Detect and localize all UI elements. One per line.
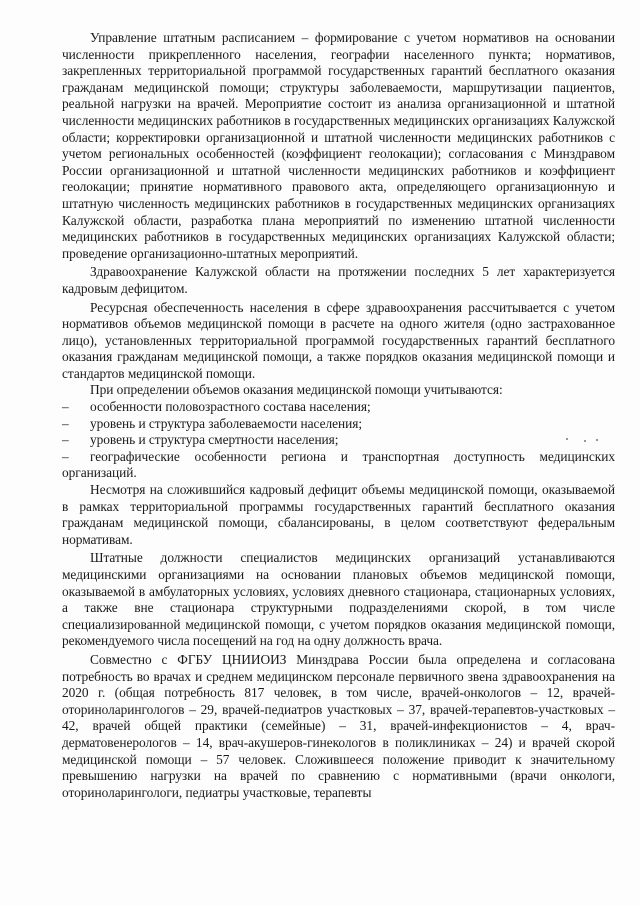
list-item: – уровень и структура смертности населения; bbox=[62, 432, 339, 448]
paragraph-staffing-management: Управление штатным расписанием – формирование с учетом нормативов на основании численности прикрепленного населения, географии населенного пункта; нормативов, закрепленных территориальной программой государственных гарантий бесплатного оказания гражданам медицинской помощи; структуры заболеваемости, маршрутизации пациентов, реальной нагрузки на врачей. Мероприятие состоит из анализа организационной и штатной численности медицинских работников в государственных медицинских организациях Калужской области; корректировки организационной и штатной численности медицинских работников с учетом региональных особенностей (коэффициент геолокации); согласования с Минздравом России организационной и штатной численности медицинских работников и коэффициент геолокации; принятие нормативного правового акта, определяющего организационную и штатную численность медицинских работников в государственных медицинских организациях Калужской области, разработка плана мероприятий по изменению штатной численности медицинских работников в государственных медицинских организациях Калужской области; проведение организационно-штатных мероприятий. bbox=[62, 30, 615, 261]
list-item: – географические особенности региона и транспортная доступность медицинских организаций. bbox=[62, 448, 615, 481]
scan-speck bbox=[596, 439, 598, 441]
paragraph-volume-balance: Несмотря на сложившийся кадровый дефицит объемы медицинской помощи, оказываемой в рамках территориальной программы государственных гарантий бесплатного оказания гражданам медицинской помощи, сбалансированы, в целом соответствуют федеральным нормативам. bbox=[62, 482, 615, 547]
document-body bbox=[62, 30, 615, 801]
list-item: – уровень и структура заболеваемости населения; bbox=[62, 415, 363, 431]
list-marker: – bbox=[62, 448, 69, 464]
paragraph-demand-estimate: Совместно с ФГБУ ЦНИИОИЗ Минздрава России была определена и согласована потребность во врачах и среднем медицинском персонале первичного звена здравоохранения на 2020 г. (общая потребность 817 человек, в том числе, врачей-онкологов – 12, врачей-оториноларингологов – 29, врачей-педиатров участковых – 37, врачей-терапевтов-участковых – 42, врачей общей практики (семейные) – 31, врачей-инфекционистов – 4, врач-дерматовенерологов – 14, врач-акушеров-гинекологов в поликлиниках – 24) и врачей скорой медицинской помощи – 57 человек. Сложившееся положение приводит к значительному превышению нагрузки на врачей по сравнению с нормативными (врачи онкологи, оториноларингологи, педиатры участковые, терапевты bbox=[62, 651, 615, 800]
criteria-list bbox=[62, 399, 615, 482]
list-marker: – bbox=[62, 415, 69, 431]
list-marker: – bbox=[62, 432, 69, 448]
paragraph-staff-deficit: Здравоохранение Калужской области на протяжении последних 5 лет характеризуется кадровым дефицитом. bbox=[62, 264, 615, 296]
list-item: – особенности половозрастного состава населения; bbox=[62, 399, 371, 415]
scan-speck bbox=[566, 438, 568, 440]
paragraph-resource-provision: Ресурсная обеспеченность населения в сфере здравоохранения рассчитывается с учетом нормативов объемов медицинской помощи в расчете на одного жителя (одно застрахованное лицо), установленных территориальной программой государственных гарантий бесплатного оказания гражданам медицинской помощи, а также порядков оказания медицинской помощи и стандартов медицинской помощи. bbox=[62, 299, 615, 381]
paragraph-volume-criteria-intro: При определении объемов оказания медицинской помощи учитываются: bbox=[90, 382, 503, 398]
list-marker: – bbox=[62, 399, 69, 415]
paragraph-staff-positions: Штатные должности специалистов медицинских организаций устанавливаются медицинскими организациями на основании плановых объемов медицинской помощи, оказываемой в амбулаторных условиях, условиях дневного стационара, стационарных условиях, а также вне стационара структурными подразделениями скорой, в том числе специализированной медицинской помощи, с учетом порядков оказания медицинской помощи, рекомендуемого числа посещений на год на одну должность врача. bbox=[62, 550, 615, 649]
scan-speck bbox=[584, 440, 586, 442]
